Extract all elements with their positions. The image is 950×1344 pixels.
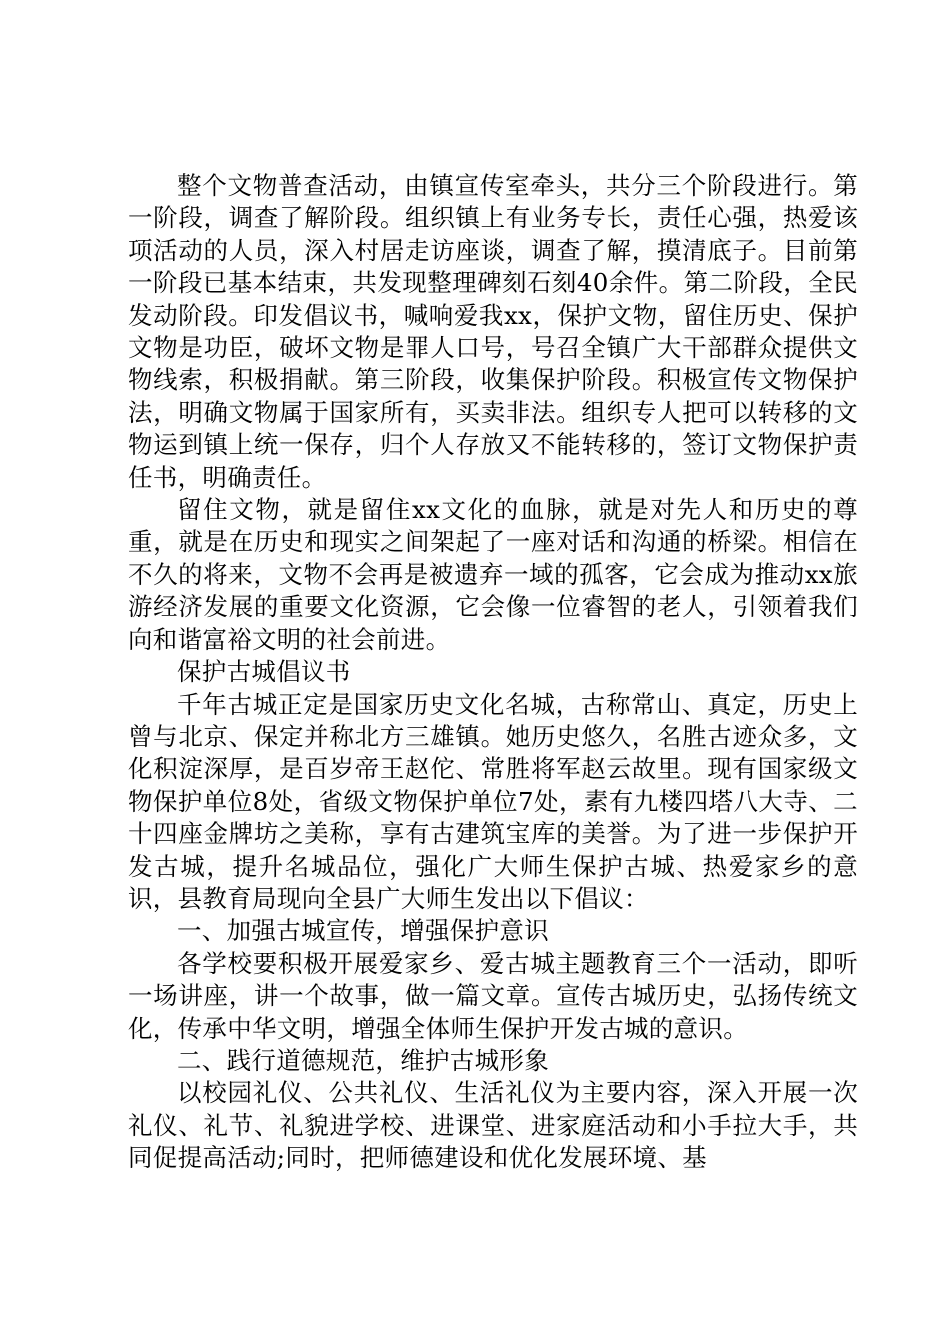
heading-section-two: 二、践行道德规范，维护古城形象 [177, 1045, 549, 1075]
paragraph-ancient-city-intro: 千年古城正定是国家历史文化名城，古称常山、真定，历史上曾与北京、保定并称北方三雄镇。她历史悠久，名胜古迹众多，文化积淀深厚，是百岁帝王赵佗、常胜将军赵云故里。现有国家级文物保护单位8处，省级文物保护单位7处，素有九楼四塔八大寺、二十四座金牌坊之美称，享有古建筑宝库的美誉。为了进一步保护开发古城，提升名城品位，强化广大师生保护古城、热爱家乡的意识，县教育局现向全县广大师生发出以下倡议： [128, 689, 858, 913]
paragraph-section-one-body: 各学校要积极开展爱家乡、爱古城主题教育三个一活动，即听一场讲座，讲一个故事，做一篇文章。宣传古城历史，弘扬传统文化，传承中华文明，增强全体师生保护开发古城的意识。 [128, 948, 858, 1043]
paragraph-section-two-body: 以校园礼仪、公共礼仪、生活礼仪为主要内容，深入开展一次礼仪、礼节、礼貌进学校、进课堂、进家庭活动和小手拉大手，共同促提高活动;同时，把师德建设和优化发展环境、基 [128, 1078, 858, 1173]
heading-section-one: 一、加强古城宣传，增强保护意识 [177, 916, 549, 946]
document-body [128, 170, 858, 1175]
paragraph-survey-stages: 整个文物普查活动，由镇宣传室牵头，共分三个阶段进行。第一阶段，调查了解阶段。组织镇上有业务专长，责任心强，热爱该项活动的人员，深入村居走访座谈，调查了解，摸清底子。目前第一阶段已基本结束，共发现整理碑刻石刻40余件。第二阶段，全民发动阶段。印发倡议书，喊响爱我xx，保护文物，留住历史、保护文物是功臣，破坏文物是罪人口号，号召全镇广大干部群众提供文物线索，积极捐献。第三阶段，收集保护阶段。积极宣传文物保护法，明确文物属于国家所有，买卖非法。组织专人把可以转移的文物运到镇上统一保存，归个人存放又不能转移的，签订文物保护责任书，明确责任。 [128, 171, 858, 492]
heading-proposal-title: 保护古城倡议书 [177, 657, 351, 687]
paragraph-preserve-relics: 留住文物，就是留住xx文化的血脉，就是对先人和历史的尊重，就是在历史和现实之间架起了一座对话和沟通的桥梁。相信在不久的将来，文物不会再是被遗弃一域的孤客，它会成为推动xx旅游经济发展的重要文化资源，它会像一位睿智的老人，引领着我们向和谐富裕文明的社会前进。 [128, 495, 858, 654]
